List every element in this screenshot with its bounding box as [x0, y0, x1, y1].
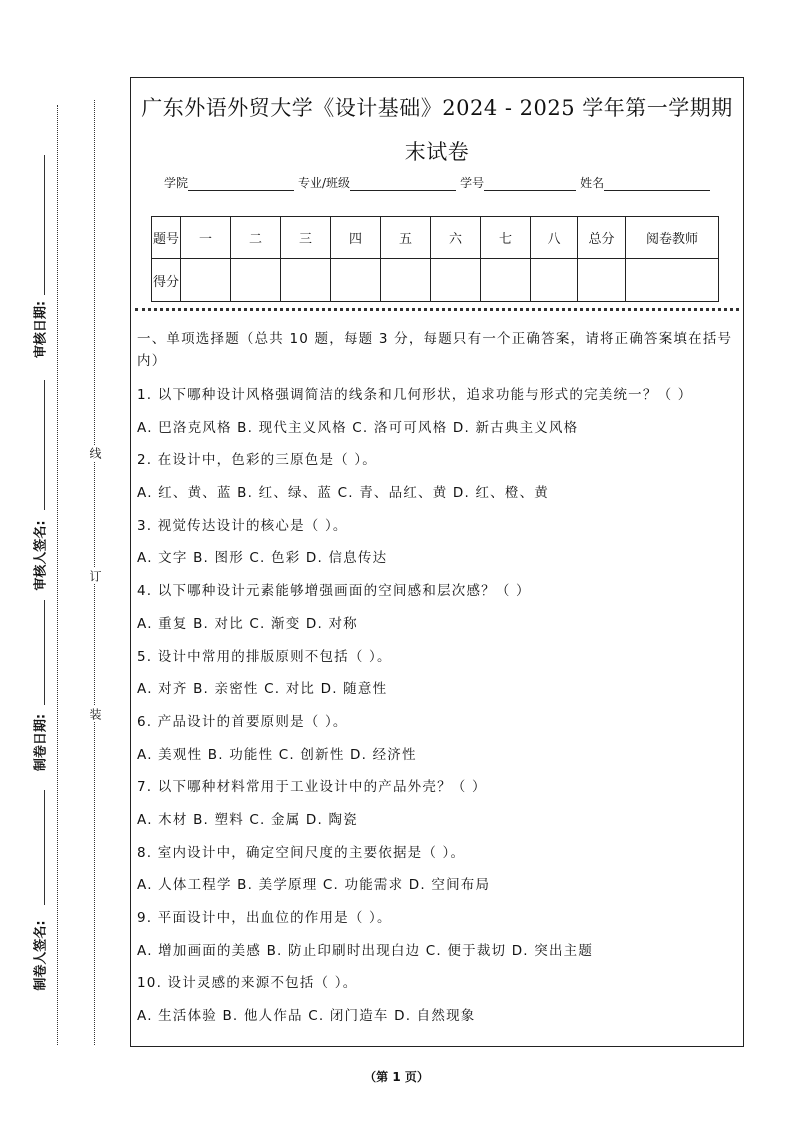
score-table-header-cell: 二 [231, 217, 281, 259]
question-3: 3. 视觉传达设计的核心是（ ）。 [137, 517, 348, 534]
score-table-header-cell: 八 [531, 217, 578, 259]
margin-signature-line [44, 380, 45, 510]
score-table-row2-label: 得分 [152, 259, 181, 302]
question-10-options: A. 生活体验 B. 他人作品 C. 闭门造车 D. 自然现象 [137, 1008, 476, 1025]
dotted-separator [135, 308, 739, 311]
question-4: 4. 以下哪种设计元素能够增强画面的空间感和层次感？（ ） [137, 583, 531, 600]
score-table-header-row [152, 217, 719, 259]
question-5: 5. 设计中常用的排版原则不包括（ ）。 [137, 648, 392, 665]
student-id-field[interactable] [484, 176, 576, 191]
question-9-options: A. 增加画面的美感 B. 防止印刷时出现白边 C. 便于裁切 D. 突出主题 [137, 942, 594, 959]
question-7-options: A. 木材 B. 塑料 C. 金属 D. 陶瓷 [137, 811, 358, 828]
question-9: 9. 平面设计中，出血位的作用是（ ）。 [137, 910, 392, 926]
exam-frame [130, 77, 744, 1047]
score-table-header-cell: 阅卷教师 [626, 217, 719, 259]
field-label-major-class: 专业/班级 [298, 176, 351, 190]
score-cell[interactable] [481, 259, 531, 302]
question-10: 10. 设计灵感的来源不包括（ ）。 [137, 975, 358, 992]
score-cell-grader[interactable] [626, 259, 719, 302]
field-label-student-id: 学号 [460, 176, 485, 190]
score-cell[interactable] [281, 259, 331, 302]
question-2: 2. 在设计中，色彩的三原色是（ ）。 [137, 452, 378, 469]
question-7: 7. 以下哪种材料常用于工业设计中的产品外壳？（ ） [137, 779, 487, 796]
score-cell[interactable] [181, 259, 231, 302]
question-6-options: A. 美观性 B. 功能性 C. 创新性 D. 经济性 [137, 746, 417, 763]
question-4-options: A. 重复 B. 对比 C. 渐变 D. 对称 [137, 615, 358, 632]
score-cell[interactable] [331, 259, 381, 302]
question-3-options: A. 文字 B. 图形 C. 色彩 D. 信息传达 [137, 550, 388, 567]
margin-label-preparer-signature: 制卷人签名: [33, 920, 49, 991]
margin-label-reviewer-signature: 审核人签名: [33, 520, 49, 591]
question-8: 8. 室内设计中，确定空间尺度的主要依据是（ ）。 [137, 844, 466, 861]
score-table-header-cell: 六 [431, 217, 481, 259]
major-class-field[interactable] [350, 176, 456, 191]
section-single-choice [137, 328, 739, 1033]
question-1-options: A. 巴洛克风格 B. 现代主义风格 C. 洛可可风格 D. 新古典主义风格 [137, 419, 579, 436]
margin-signature-line [44, 155, 45, 295]
score-table-score-row [152, 259, 719, 302]
score-table-row1-label: 题号 [152, 217, 181, 259]
score-table-header-cell: 四 [331, 217, 381, 259]
score-cell[interactable] [431, 259, 481, 302]
margin-label-prepare-date: 制卷日期: [33, 713, 49, 772]
score-table-header-cell: 七 [481, 217, 531, 259]
score-table-header-cell: 五 [381, 217, 431, 259]
field-label-name: 姓名 [580, 176, 605, 190]
question-6: 6. 产品设计的首要原则是（ ）。 [137, 713, 348, 730]
binding-label-bind: 装 [88, 708, 102, 720]
page-title: 广东外语外贸大学《设计基础》2024 - 2025 学年第一学期期末试卷 [141, 96, 733, 164]
binding-label-line: 线 [88, 447, 102, 459]
score-cell[interactable] [231, 259, 281, 302]
college-field[interactable] [188, 176, 294, 191]
margin-dotted-line-outer [57, 105, 58, 1045]
name-field[interactable] [604, 176, 710, 191]
question-1: 1. 以下哪种设计风格强调简洁的线条和几何形状，追求功能与形式的完美统一？（ ） [137, 387, 693, 403]
page-number: （第 1 页） [364, 1070, 429, 1084]
score-cell[interactable] [531, 259, 578, 302]
score-cell[interactable] [381, 259, 431, 302]
question-5-options: A. 对齐 B. 亲密性 C. 对比 D. 随意性 [137, 681, 388, 698]
binding-label-staple: 订 [88, 570, 102, 582]
student-info-row [164, 174, 714, 191]
question-2-options: A. 红、黄、蓝 B. 红、绿、蓝 C. 青、品红、黄 D. 红、橙、黄 [137, 485, 549, 502]
score-table-header-cell: 总分 [578, 217, 626, 259]
question-8-options: A. 人体工程学 B. 美学原理 C. 功能需求 D. 空间布局 [137, 877, 491, 894]
score-table-header-cell: 一 [181, 217, 231, 259]
margin-label-review-date: 审核日期: [33, 300, 49, 359]
margin-signature-line [44, 600, 45, 705]
score-cell-total[interactable] [578, 259, 626, 302]
section-title: 一、单项选择题（总共 10 题，每题 3 分，每题只有一个正确答案，请将正确答案填在括号内） [137, 331, 733, 369]
margin-signature-line [44, 790, 45, 905]
score-table [151, 216, 719, 302]
score-table-header-cell: 三 [281, 217, 331, 259]
field-label-college: 学院 [164, 176, 189, 190]
